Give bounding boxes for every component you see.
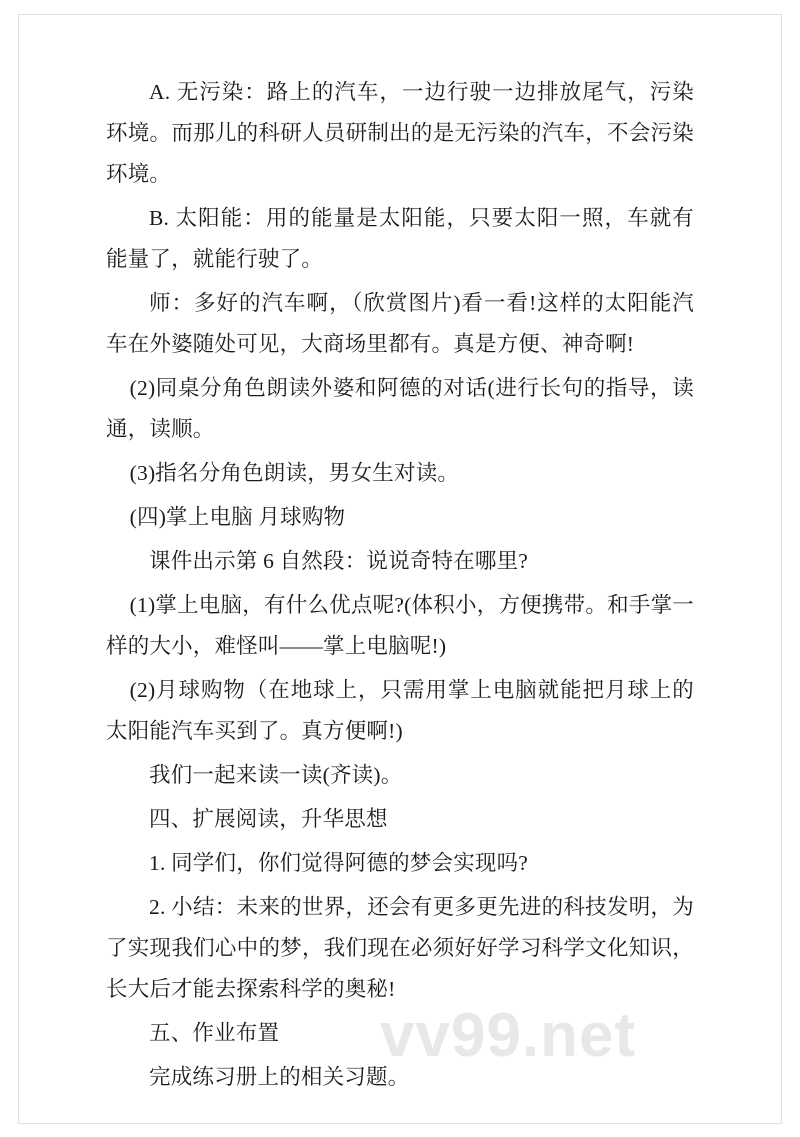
paragraph: 四、扩展阅读，升华思想 bbox=[149, 807, 388, 831]
paragraph: 2. 小结：未来的世界，还会有更多更先进的科技发明，为了实现我们心中的梦，我们现在必须好好学习科学文化知识，长大后才能去探索科学的奥秘! bbox=[106, 895, 694, 1001]
paragraph: (3)指名分角色朗读，男女生对读。 bbox=[129, 461, 460, 485]
paragraph: B. 太阳能：用的能量是太阳能，只要太阳一照，车就有能量了，就能行驶了。 bbox=[106, 206, 694, 271]
paragraph: 我们一起来读一读(齐读)。 bbox=[149, 763, 403, 787]
paragraph: (1)掌上电脑，有什么优点呢?(体积小，方便携带。和手掌一样的大小，难怪叫——掌上电脑呢!) bbox=[106, 593, 694, 658]
paragraph: (四)掌上电脑 月球购物 bbox=[129, 505, 346, 529]
paragraph: 五、作业布置 bbox=[149, 1021, 280, 1045]
paragraph: A. 无污染：路上的汽车，一边行驶一边排放尾气，污染环境。而那儿的科研人员研制出的是无污染的汽车，不会污染环境。 bbox=[106, 80, 694, 186]
paragraph: 师：多好的汽车啊，（欣赏图片)看一看!这样的太阳能汽车在外婆随处可见，大商场里都有。真是方便、神奇啊! bbox=[106, 291, 694, 356]
paragraph: 完成练习册上的相关习题。 bbox=[149, 1065, 410, 1089]
document-body bbox=[106, 72, 694, 1101]
paragraph: (2)同桌分角色朗读外婆和阿德的对话(进行长句的指导，读通，读顺。 bbox=[106, 376, 694, 441]
paragraph: 1. 同学们，你们觉得阿德的梦会实现吗? bbox=[149, 851, 529, 875]
paragraph: 课件出示第 6 自然段：说说奇特在哪里? bbox=[149, 549, 529, 573]
paragraph: (2)月球购物（在地球上，只需用掌上电脑就能把月球上的太阳能汽车买到了。真方便啊!) bbox=[106, 678, 694, 743]
watermark: vv99.net bbox=[380, 1001, 637, 1070]
